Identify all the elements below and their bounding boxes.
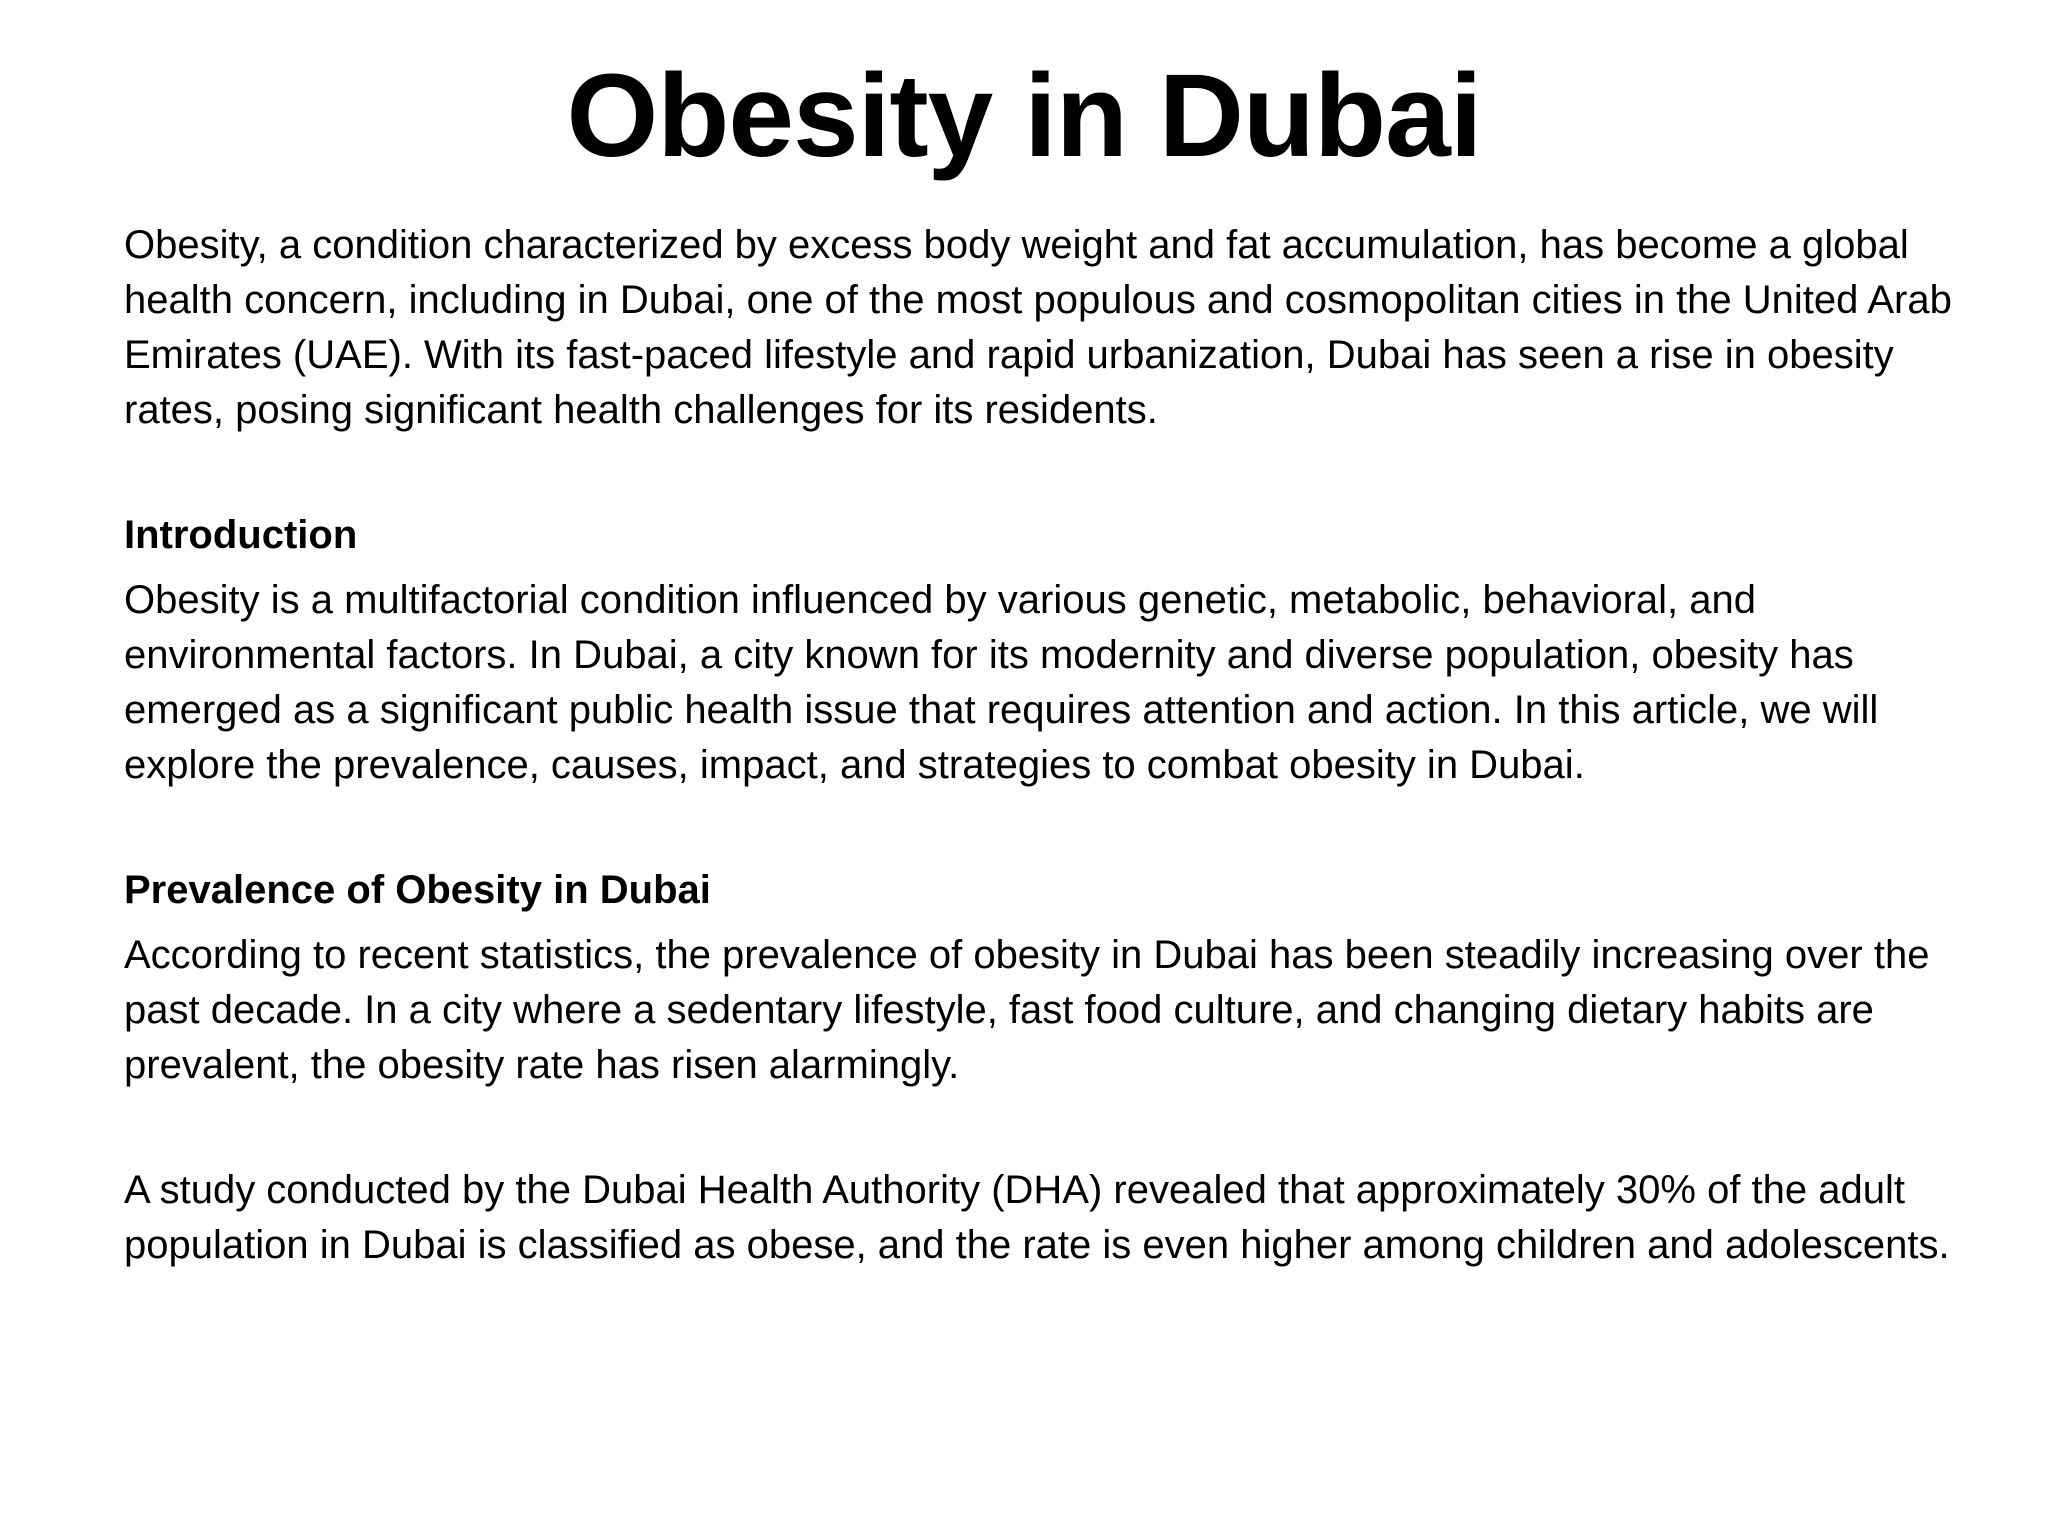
document-body [124, 218, 1954, 1273]
intro-paragraph: Obesity, a condition characterized by excess body weight and fat accumulation, has become a global health concern, including in Dubai, one of the most populous and cosmopolitan cities in the United Arab Emirates (UAE). With its fast-paced lifestyle and rapid urbanization, Dubai has seen a rise in obesity rates, posing significant health challenges for its residents. [124, 223, 1952, 432]
prevalence-paragraph-2: A study conducted by the Dubai Health Authority (DHA) revealed that approximately 30% of the adult population in Dubai is classified as obese, and the rate is even higher among children and adolescents. [124, 1168, 1950, 1267]
section-heading-prevalence: Prevalence of Obesity in Dubai [124, 868, 711, 912]
page-title: Obesity in Dubai [566, 50, 1482, 182]
section-heading-introduction: Introduction [124, 513, 358, 557]
prevalence-paragraph-1: According to recent statistics, the prevalence of obesity in Dubai has been steadily increasing over the past decade. In a city where a sedentary lifestyle, fast food culture, and changing dietary habits are prevalent, the obesity rate has risen alarmingly. [124, 933, 1930, 1087]
introduction-paragraph: Obesity is a multifactorial condition influenced by various genetic, metabolic, behavioral, and environmental factors. In Dubai, a city known for its modernity and diverse population, obesity has emerged as a significant public health issue that requires attention and action. In this article, we will explore the prevalence, causes, impact, and strategies to combat obesity in Dubai. [124, 578, 1879, 787]
